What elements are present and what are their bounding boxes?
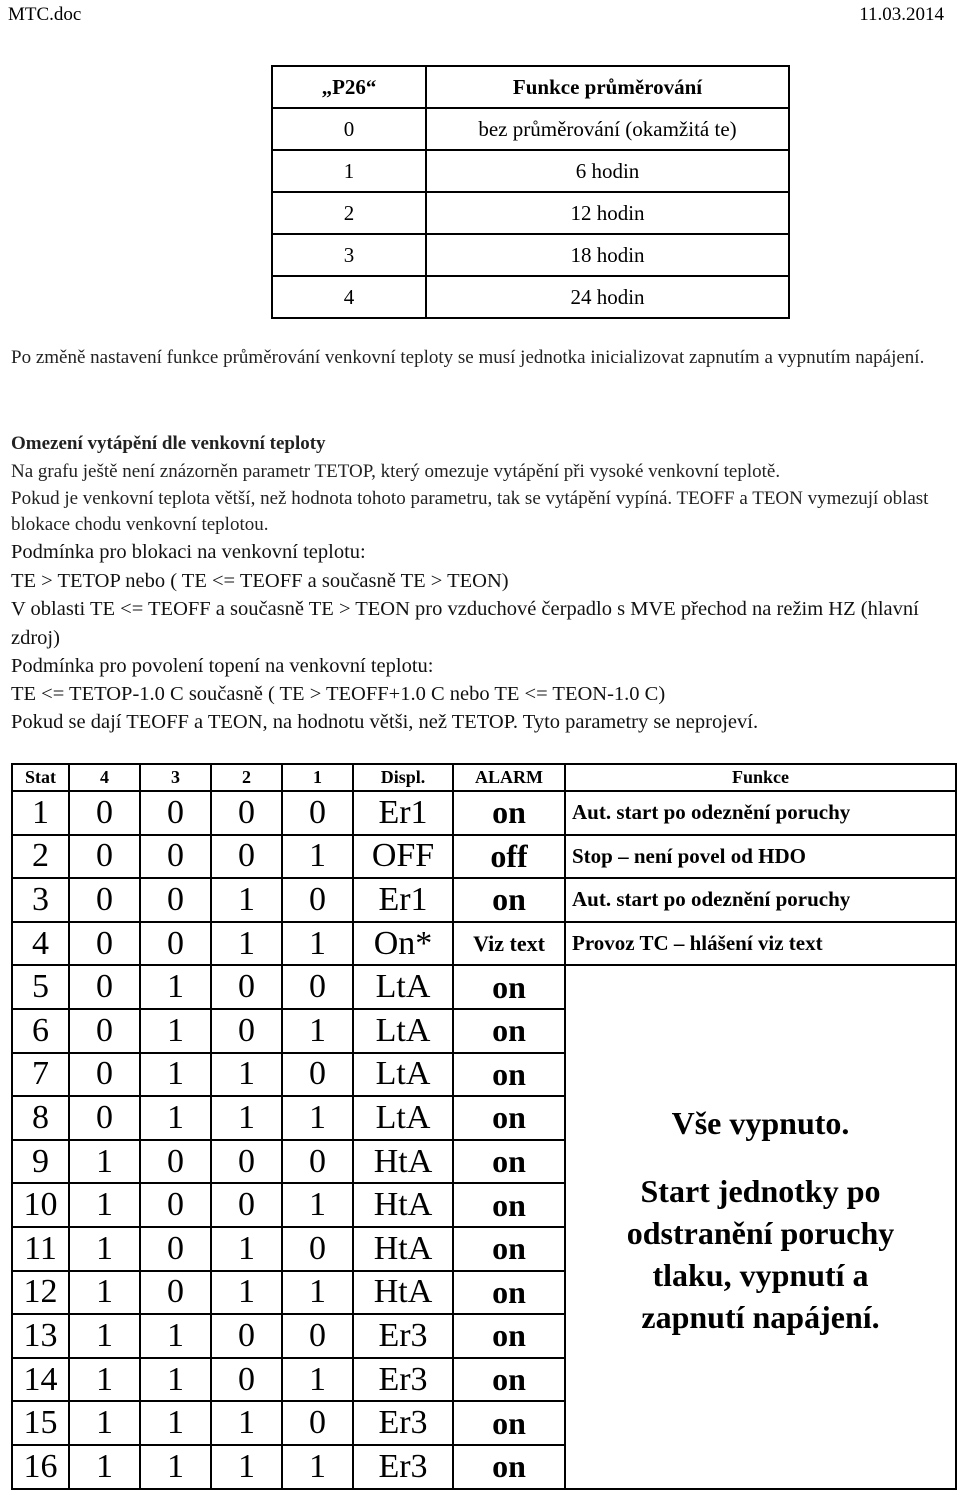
paragraph-enable-condition: TE <= TETOP-1.0 C současně ( TE > TEOFF+1.0 C nebo TE <= TEON-1.0 C) [11,683,666,705]
bit1-cell: 0 [282,791,353,835]
stat-cell: 16 [12,1445,69,1489]
display-cell: OFF [353,835,453,879]
paragraph-mve-region: V oblasti TE <= TEOFF a současně TE > TEON pro vzduchové čerpadlo s MVE přechod na režim HZ (hlavní zdroj) [11,598,919,649]
alarm-cell: on [453,1183,565,1227]
display-cell: HtA [353,1183,453,1227]
display-cell: LtA [353,1053,453,1097]
alarm-cell: on [453,1401,565,1445]
stat-cell: 2 [12,835,69,879]
alarm-cell: on [453,1314,565,1358]
paragraph-params-note: Pokud se dají TEOFF a TEON, na hodnotu větši, než TETOP. Tyto parametry se neprojeví. [11,711,759,733]
stat-cell: 11 [12,1227,69,1271]
bit2-cell: 0 [211,791,282,835]
function-cell: 6 hodin [426,150,789,192]
table1-row [272,234,789,276]
function-cell: 18 hodin [426,234,789,276]
function-cell: 24 hodin [426,276,789,318]
bit1-cell: 1 [282,1183,353,1227]
paragraph-enable-condition-label: Podmínka pro povolení topení na venkovní teplotu: [11,655,434,677]
all-off-note-cell [565,965,956,1488]
bit2-cell: 1 [211,1096,282,1140]
bit2-cell: 1 [211,878,282,922]
alarm-cell: on [453,1445,565,1489]
status-table [11,763,957,1490]
p26-value-cell: 1 [272,150,426,192]
alarm-cell: Viz text [453,922,565,966]
status-table-header: Displ. [353,764,453,791]
paragraph-tetop: Na grafu ještě není znázorněn parametr TETOP, který omezuje vytápění při vysoké venkovní teplotě. [11,461,781,482]
paragraph-teoff-teon: Pokud je venkovní teplota větší, než hodnota tohoto parametru, tak se vytápění vypíná. TEOFF a TEON vymezují oblast blokace chodu venkovní teplotou. [11,488,929,535]
display-cell: On* [353,922,453,966]
alarm-cell: on [453,1358,565,1402]
function-cell: Aut. start po odeznění poruchy [565,791,956,835]
alarm-cell: on [453,1271,565,1315]
bit3-cell: 1 [140,1358,211,1402]
status-table-header: 3 [140,764,211,791]
bit2-cell: 0 [211,1314,282,1358]
display-cell: Er3 [353,1445,453,1489]
display-cell: Er1 [353,878,453,922]
bit4-cell: 1 [69,1140,140,1184]
all-off-note-line: Start jednotky po [640,1173,881,1210]
alarm-cell: on [453,1096,565,1140]
stat-cell: 14 [12,1358,69,1402]
bit3-cell: 1 [140,1314,211,1358]
p26-value-cell: 0 [272,108,426,150]
bit4-cell: 1 [69,1401,140,1445]
table1-header-row [272,66,789,108]
bit4-cell: 1 [69,1358,140,1402]
p26-value-cell: 3 [272,234,426,276]
bit1-cell: 1 [282,1009,353,1053]
alarm-cell: on [453,791,565,835]
display-cell: LtA [353,1096,453,1140]
alarm-cell: on [453,1227,565,1271]
paragraph-block-condition-label: Podmínka pro blokaci na venkovní teplotu: [11,541,366,563]
bit2-cell: 1 [211,1445,282,1489]
stat-cell: 3 [12,878,69,922]
alarm-cell: on [453,1053,565,1097]
stat-cell: 4 [12,922,69,966]
table1-row [272,108,789,150]
bit3-cell: 0 [140,878,211,922]
bit1-cell: 1 [282,1358,353,1402]
bit4-cell: 1 [69,1445,140,1489]
stat-cell: 10 [12,1183,69,1227]
display-cell: HtA [353,1140,453,1184]
function-cell: Stop – není povel od HDO [565,835,956,879]
alarm-cell: on [453,965,565,1009]
spacer [566,1144,955,1170]
status-table-header: Stat [12,764,69,791]
all-off-note-line: tlaku, vypnutí a [652,1257,869,1294]
stat-cell: 13 [12,1314,69,1358]
bit2-cell: 0 [211,1183,282,1227]
bit4-cell: 0 [69,1096,140,1140]
bit1-cell: 1 [282,1271,353,1315]
stat-cell: 15 [12,1401,69,1445]
bit4-cell: 1 [69,1183,140,1227]
bit1-cell: 1 [282,1445,353,1489]
status-table-row [12,791,956,835]
status-table-header: ALARM [453,764,565,791]
alarm-cell: on [453,1140,565,1184]
page-header [8,4,944,26]
table1-row [272,276,789,318]
function-cell: bez průměrování (okamžitá te) [426,108,789,150]
bit4-cell: 0 [69,1009,140,1053]
bit1-cell: 1 [282,835,353,879]
p26-value-cell: 2 [272,192,426,234]
bit2-cell: 0 [211,835,282,879]
bit1-cell: 0 [282,965,353,1009]
status-table-header: Funkce [565,764,956,791]
bit1-cell: 0 [282,1401,353,1445]
bit2-cell: 1 [211,922,282,966]
stat-cell: 1 [12,791,69,835]
bit1-cell: 1 [282,922,353,966]
status-table-header: 1 [282,764,353,791]
all-off-note-line: odstranění poruchy [626,1215,895,1252]
bit3-cell: 0 [140,791,211,835]
bit4-cell: 0 [69,1053,140,1097]
bit4-cell: 0 [69,791,140,835]
status-table-header: 4 [69,764,140,791]
stat-cell: 8 [12,1096,69,1140]
stat-cell: 5 [12,965,69,1009]
bit4-cell: 0 [69,878,140,922]
bit3-cell: 0 [140,1271,211,1315]
bit1-cell: 1 [282,1096,353,1140]
header-filename: MTC.doc [8,4,82,25]
status-table-row [12,835,956,879]
bit1-cell: 0 [282,878,353,922]
display-cell: LtA [353,1009,453,1053]
display-cell: Er1 [353,791,453,835]
bit2-cell: 1 [211,1053,282,1097]
stat-cell: 12 [12,1271,69,1315]
bit2-cell: 1 [211,1271,282,1315]
bit4-cell: 0 [69,922,140,966]
display-cell: Er3 [353,1358,453,1402]
header-date: 11.03.2014 [859,4,944,25]
averaging-function-table [271,65,790,319]
all-off-note-line: Vše vypnuto. [671,1105,850,1142]
bit2-cell: 0 [211,965,282,1009]
stat-cell: 7 [12,1053,69,1097]
bit3-cell: 1 [140,965,211,1009]
display-cell: LtA [353,965,453,1009]
section-heading: Omezení vytápění dle venkovní teploty [11,433,326,454]
status-table-row [12,922,956,966]
display-cell: HtA [353,1271,453,1315]
bit1-cell: 0 [282,1314,353,1358]
display-cell: HtA [353,1227,453,1271]
display-cell: Er3 [353,1401,453,1445]
bit4-cell: 0 [69,835,140,879]
bit3-cell: 1 [140,1445,211,1489]
bit4-cell: 0 [69,965,140,1009]
bit1-cell: 0 [282,1053,353,1097]
p26-value-cell: „P26“ [272,66,426,108]
bit3-cell: 0 [140,835,211,879]
bit3-cell: 0 [140,1227,211,1271]
bit3-cell: 0 [140,1183,211,1227]
paragraph-init-note: Po změně nastavení funkce průměrování venkovní teploty se musí jednotka inicializovat zapnutím a vypnutím napájení. [11,347,925,368]
bit4-cell: 1 [69,1227,140,1271]
bit4-cell: 1 [69,1271,140,1315]
bit3-cell: 0 [140,1140,211,1184]
bit2-cell: 0 [211,1009,282,1053]
bit2-cell: 0 [211,1140,282,1184]
status-table-header: 2 [211,764,282,791]
table1-row [272,150,789,192]
status-table-row [12,965,956,1009]
bit2-cell: 0 [211,1358,282,1402]
alarm-cell: off [453,835,565,879]
bit1-cell: 0 [282,1227,353,1271]
p26-value-cell: 4 [272,276,426,318]
bit4-cell: 1 [69,1314,140,1358]
table1-row [272,192,789,234]
status-table-row [12,878,956,922]
paragraph-block-condition: TE > TETOP nebo ( TE <= TEOFF a současně TE > TEON) [11,570,509,592]
function-cell: Aut. start po odeznění poruchy [565,878,956,922]
display-cell: Er3 [353,1314,453,1358]
bit1-cell: 0 [282,1140,353,1184]
stat-cell: 6 [12,1009,69,1053]
bit3-cell: 1 [140,1096,211,1140]
bit2-cell: 1 [211,1227,282,1271]
stat-cell: 9 [12,1140,69,1184]
alarm-cell: on [453,1009,565,1053]
bit2-cell: 1 [211,1401,282,1445]
function-cell: 12 hodin [426,192,789,234]
all-off-note-line: zapnutí napájení. [641,1299,880,1336]
bit3-cell: 0 [140,922,211,966]
bit3-cell: 1 [140,1053,211,1097]
function-cell: Funkce průměrování [426,66,789,108]
bit3-cell: 1 [140,1401,211,1445]
bit3-cell: 1 [140,1009,211,1053]
function-cell: Provoz TC – hlášení viz text [565,922,956,966]
alarm-cell: on [453,878,565,922]
